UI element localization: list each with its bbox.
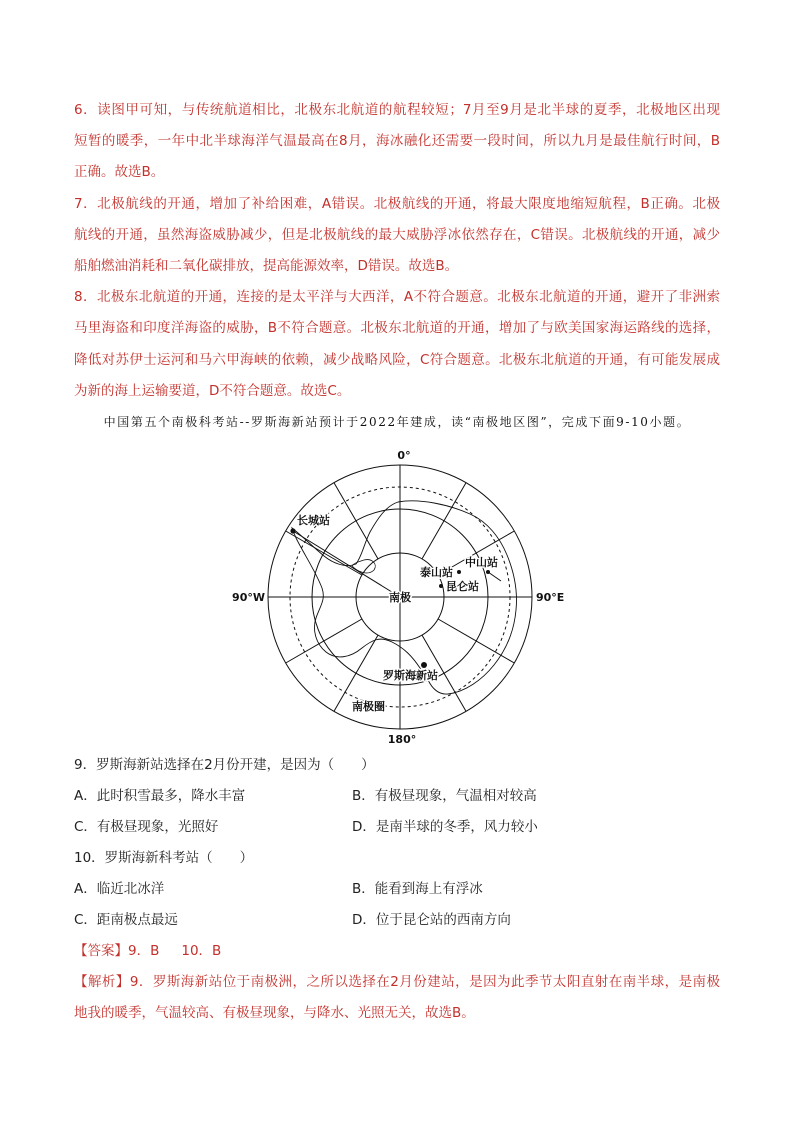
question-9-option-c: C．有极昼现象，光照好	[74, 819, 219, 835]
question-group-intro: 中国第五个南极科考站--罗斯海新站预计于2022年建成，读“南极地区图”，完成下面9-10小题。	[103, 415, 691, 429]
west-degree-label: 90°W	[232, 591, 265, 604]
zhongshan-station-marker	[486, 570, 490, 574]
antarctic-circle-label: 南极圈	[352, 700, 385, 713]
answer-q10: 10．B	[181, 943, 222, 959]
question-9-options-row-2	[74, 812, 720, 843]
question-10-options-row-2	[74, 905, 720, 936]
explanations-block	[74, 95, 720, 407]
north-degree-label: 0°	[397, 449, 411, 462]
question-10-options-row-1	[74, 874, 720, 905]
explanation-8-line-2: 马里海盗和印度洋海盗的威胁，B不符合题意。北极东北航道的开通，增加了与欧美国家海运路线的选择，	[74, 320, 720, 337]
explanation-6-line-2: 短暂的暖季，一年中北半球海洋气温最高在8月，海冰融化还需要一段时间，所以九月是最佳航行时间，B	[74, 133, 720, 150]
meridian-120w	[286, 619, 362, 663]
explanation-8-line-1: 8．北极东北航道的开通，连接的是太平洋与大西洋，A不符合题意。北极东北航道的开通，避开了非洲索	[74, 289, 720, 306]
explanation-7-line-3: 船舶燃油消耗和二氧化碳排放，提高能源效率，D错误。故选B。	[74, 257, 459, 274]
question-10-option-b: B．能看到海上有浮冰	[352, 881, 483, 897]
question-10-option-a: A．临近北冰洋	[74, 881, 165, 897]
taishan-station-marker	[457, 570, 461, 574]
question-9-option-a: A．此时积雪最多，降水丰富	[74, 788, 246, 804]
question-9-stem: 9．罗斯海新站选择在2月份开建，是因为（ ）	[74, 757, 375, 773]
kunlun-station-marker	[439, 584, 443, 588]
analysis-line-2: 地我的暖季，气温较高、有极昼现象，与降水、光照无关，故选B。	[74, 1005, 475, 1021]
east-degree-label: 90°E	[536, 591, 565, 604]
rosssea-station-marker	[421, 662, 427, 668]
south-pole-label: 南极	[389, 591, 411, 604]
questions-block	[74, 750, 720, 1029]
answer-line	[74, 936, 720, 967]
antarctic-map	[0, 440, 794, 750]
analysis-label: 【解析】	[74, 974, 130, 990]
answer-q9: 9．B	[128, 943, 160, 959]
south-degree-label: 180°	[387, 733, 417, 746]
analysis-text-1: 9．罗斯海新站位于南极洲，之所以选择在2月份建站，是因为此季节太阳直射在南半球，是南极	[129, 974, 720, 990]
meridian-120e	[438, 619, 514, 663]
kunlun-station-label: 昆仑站	[446, 580, 479, 593]
explanation-6-line-1: 6．读图甲可知，与传统航道相比，北极东北航道的航程较短；7月至9月是北半球的夏季，北极地区出现	[74, 102, 720, 118]
question-9-option-b: B．有极昼现象，气温相对较高	[352, 788, 537, 804]
taishan-station-label: 泰山站	[420, 566, 453, 579]
meridian-30e	[422, 483, 466, 559]
changcheng-station-pointer	[293, 531, 400, 597]
explanation-7-line-1: 7．北极航线的开通，增加了补给困难，A错误。北极航线的开通，将最大限度地缩短航程，B正确。北极	[74, 195, 720, 212]
zhongshan-station-label: 中山站	[465, 556, 498, 569]
explanation-7-line-2: 航线的开通，虽然海盗威胁减少，但是北极航线的最大威胁浮冰依然存在，C错误。北极航线的开通，减少	[74, 226, 720, 243]
analysis-line-1	[74, 967, 720, 998]
zhongshan-station-pointer	[488, 572, 501, 581]
question-9-options-row-1	[74, 781, 720, 812]
rosssea-station-label: 罗斯海新站	[383, 669, 438, 682]
question-9-option-d: D．是南半球的冬季，风力较小	[352, 819, 538, 835]
changcheng-station-label: 长城站	[297, 514, 330, 527]
question-10-option-d: D．位于昆仑站的西南方向	[352, 912, 511, 928]
question-10-stem: 10．罗斯海新科考站（ ）	[74, 850, 254, 866]
explanation-8-line-3: 降低对苏伊士运河和马六甲海峡的依赖，减少战略风险，C符合题意。北极东北航道的开通，有可能发展成	[74, 351, 720, 368]
explanation-8-line-4: 为新的海上运输要道，D不符合题意。故选C。	[74, 382, 351, 399]
explanation-6-line-3: 正确。故选B。	[74, 164, 165, 181]
question-10-option-c: C．距南极点最远	[74, 912, 178, 928]
answer-label: 【答案】	[74, 943, 128, 959]
meridian-60w	[286, 531, 362, 575]
changcheng-station-marker	[290, 528, 295, 533]
meridian-30w	[334, 483, 378, 559]
